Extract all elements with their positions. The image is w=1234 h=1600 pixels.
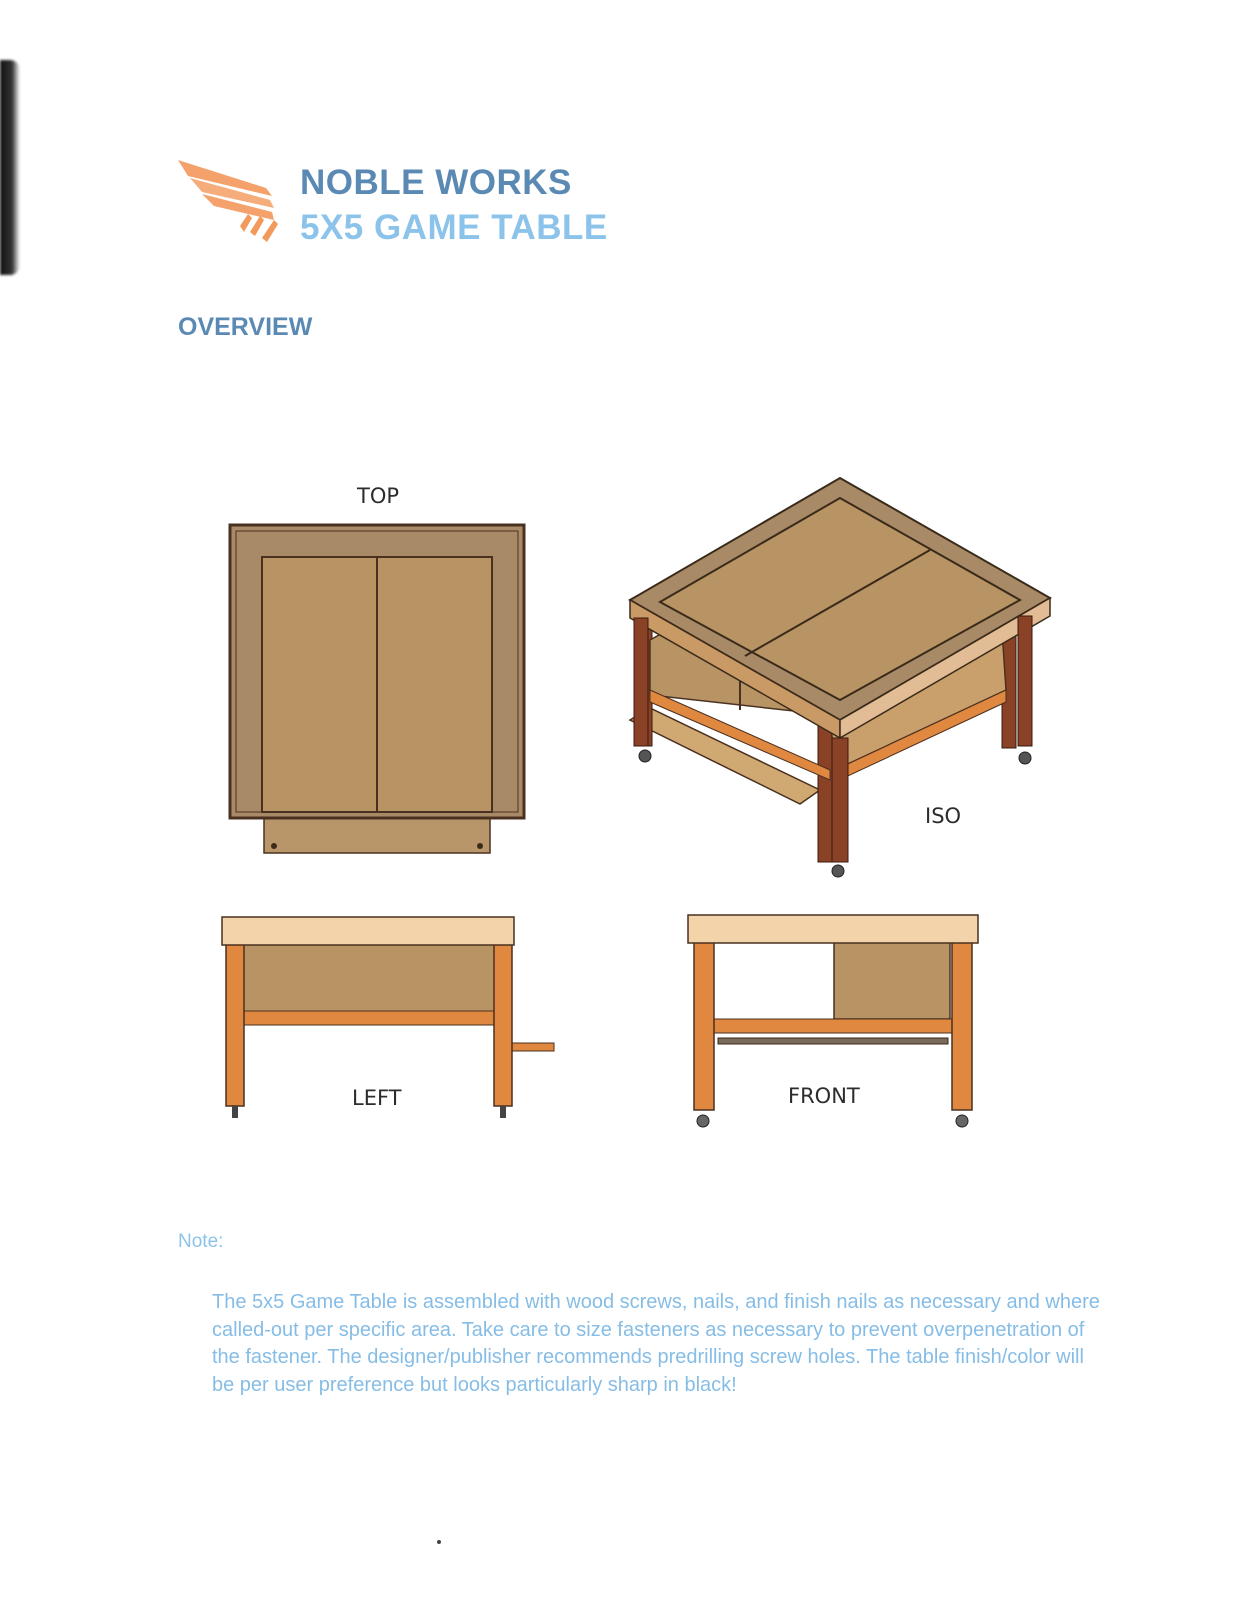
- brand-name: NOBLE WORKS: [300, 163, 572, 202]
- top-view-drawing: [228, 523, 528, 863]
- overview-heading: OVERVIEW: [178, 313, 313, 341]
- document-title: 5X5 GAME TABLE: [300, 208, 608, 247]
- note-label: Note:: [178, 1231, 224, 1252]
- iso-view-drawing: [630, 480, 1060, 900]
- note-body: The 5x5 Game Table is assembled with wood screws, nails, and finish nails as necessary and where called-out per specific area. Take care to size fasteners as necessary to prevent overpenetration of the fastener. The designer/publisher recommends predrilling screw holes. The table finish/color will be per user preference but looks particularly sharp in black!: [212, 1291, 1100, 1396]
- left-view-label: LEFT: [352, 1086, 402, 1110]
- iso-view-label: ISO: [925, 804, 962, 828]
- front-view-label: FRONT: [788, 1084, 860, 1108]
- scan-edge-shadow: [0, 60, 20, 275]
- top-view-label: TOP: [357, 484, 400, 508]
- wing-logo-icon: [178, 158, 288, 248]
- scan-speck: [437, 1540, 441, 1544]
